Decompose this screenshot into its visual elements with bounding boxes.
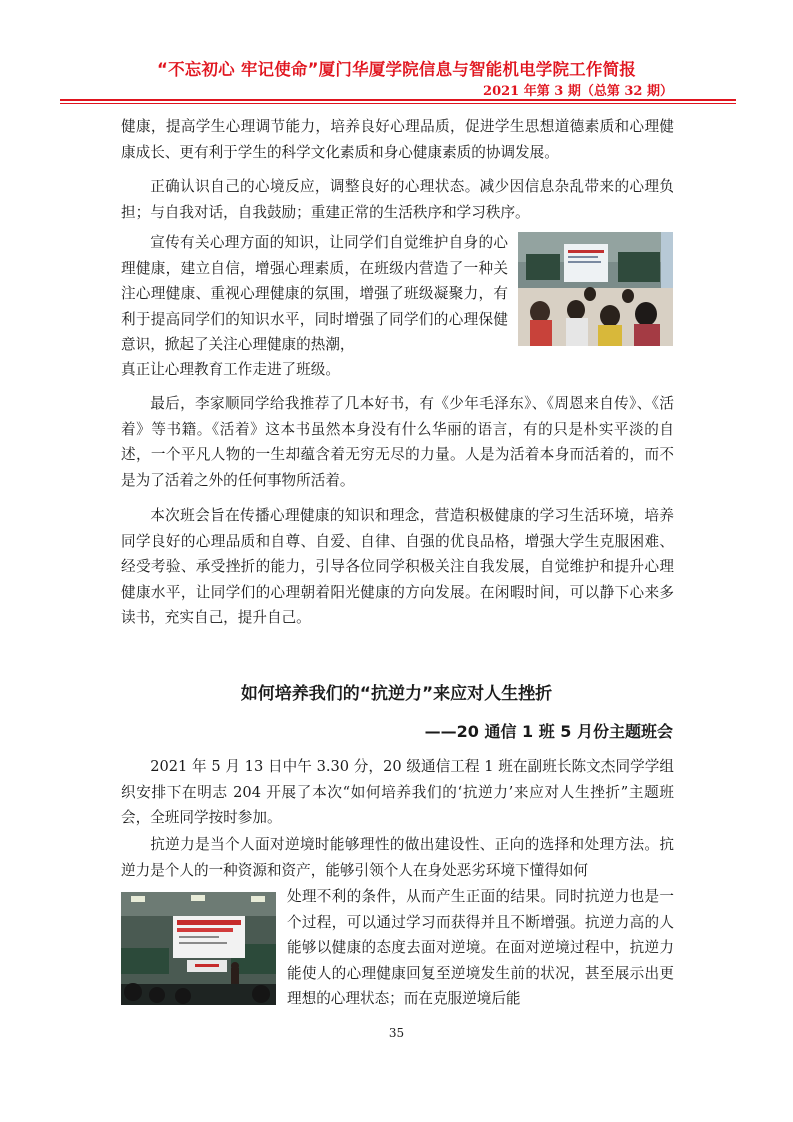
paragraph-wrapped: 处理不利的条件，从而产生正面的结果。同时抗逆力也是一个过程，可以通过学习而获得并且不断增强。抗逆力高的人能够以健康的态度去面对逆境。在面对逆境过程中，抗逆力能使人的心理健康回复至逆境发生前的状况，甚至展示出更理想的心理状态；而在克服逆境后能 (287, 888, 674, 1007)
paragraph: 正确认识自己的心境反应，调整良好的心理状态。减少因信息杂乱带来的心理负担；与自我对话，自我鼓励；重建正常的生活秩序和学习秩序。 (121, 178, 674, 221)
paragraph: 2021 年 5 月 13 日中午 3.30 分，20 级通信工程 1 班在副班长陈文杰同学学组织安排下在明志 204 开展了本次“如何培养我们的‘抗逆力’来应对人生挫折”主题班会，全班同学按时参加。 (121, 758, 674, 826)
paragraph: 抗逆力是当个人面对逆境时能够理性的做出建设性、正向的选择和处理方法。抗逆力是个人的一种资源和资产，能够引领个人在身处恶劣环境下懂得如何 (121, 836, 674, 879)
header-divider (60, 99, 736, 101)
paragraph-continued: 健康，提高学生心理调节能力，培养良好心理品质，促进学生思想道德素质和心理健康成长、更有利于学生的科学文化素质和身心健康素质的协调发展。 (121, 118, 674, 161)
newsletter-title: “不忘初心 牢记使命”厦门华厦学院信息与智能机电学院工作简报 (157, 60, 636, 79)
paragraph: 最后，李家顺同学给我推荐了几本好书，有《少年毛泽东》、《周恩来自传》、《活着》等书籍。《活着》这本书虽然本身没有什么华丽的语言，有的只是朴实平淡的自述，一个平凡人物的一生却蕴含着无穷无尽的力量。人是为活着本身而活着的，而不是为了活着之外的任何事物所活着。 (121, 395, 674, 489)
class-meeting-photo (121, 892, 276, 1005)
page-number: 35 (388, 1026, 405, 1040)
classroom-lecture-photo (518, 232, 673, 346)
section-title: 如何培养我们的“抗逆力”来应对人生挫折 (240, 684, 553, 704)
paragraph: 本次班会旨在传播心理健康的知识和理念，营造积极健康的学习生活环境，培养同学良好的心理品质和自尊、自爱、自律、自强的优良品格，增强大学生克服困难、经受考验、承受挫折的能力，引导各位同学积极关注自我发展，自觉维护和提升心理健康水平，让同学们的心理朝着阳光健康的方向发展。在闲暇时间，可以静下心来多读书，充实自己，提升自己。 (121, 507, 674, 626)
section-subtitle: ——20 通信 1 班 5 月份主题班会 (424, 722, 673, 741)
paragraph: 宣传有关心理方面的知识，让同学们自觉维护自身的心理健康，建立自信，增强心理素质，在班级内营造了一种关注心理健康、重视心理健康的氛围，增强了班级凝聚力，有利于提高同学们的知识水平，同时增强了同学们的心理保健意识，掀起了关注心理健康的热潮， (121, 234, 508, 353)
issue-number: 2021 年第 3 期（总第 32 期） (483, 84, 673, 99)
paragraph-tail: 真正让心理教育工作走进了班级。 (121, 361, 340, 378)
header-divider-thin (60, 103, 736, 104)
